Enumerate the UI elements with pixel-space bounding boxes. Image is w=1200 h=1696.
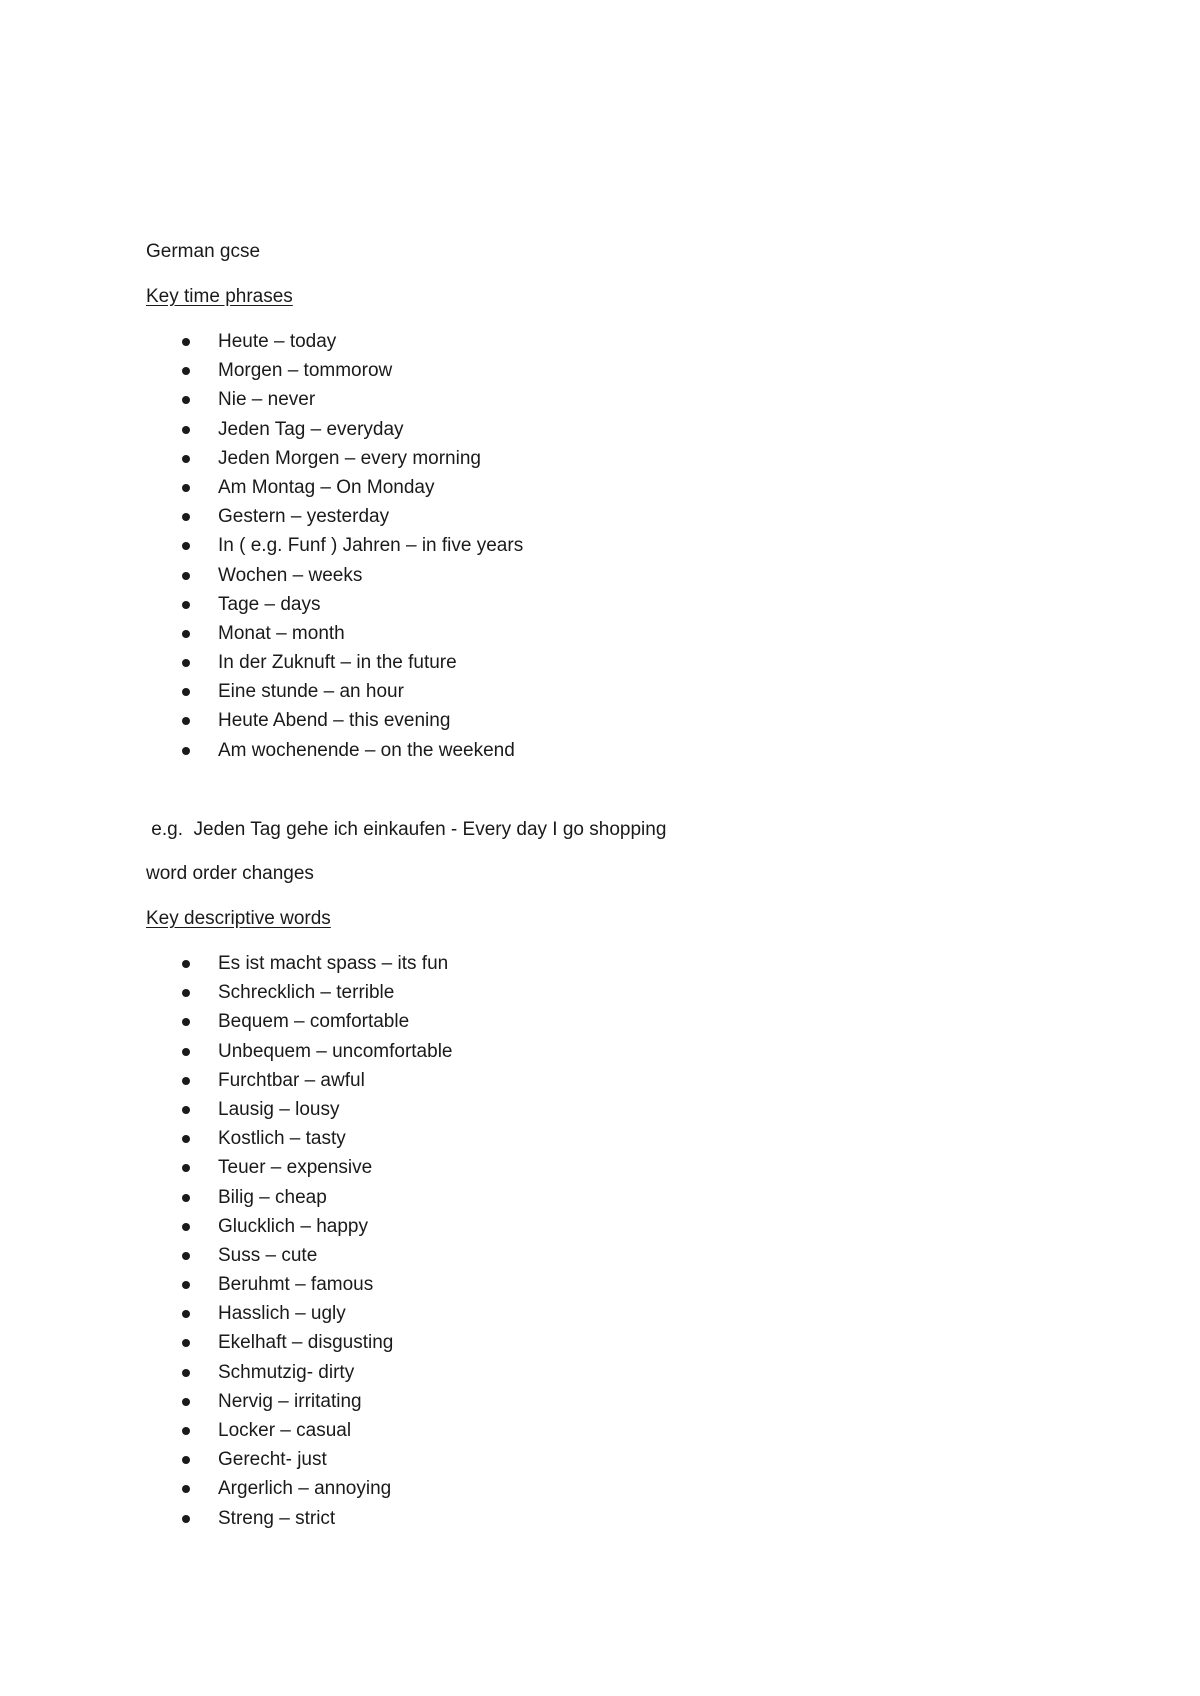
bullet-icon [182, 1194, 190, 1202]
bullet-icon [182, 989, 190, 997]
descriptive-words-heading: Key descriptive words [146, 908, 331, 929]
bullet-icon [182, 630, 190, 638]
bullet-icon [182, 396, 190, 404]
example-sentence: e.g. Jeden Tag gehe ich einkaufen - Every day I go shopping [146, 819, 667, 840]
bullet-icon [182, 1164, 190, 1172]
bullet-icon [182, 1485, 190, 1493]
document-title: German gcse [146, 241, 261, 262]
bullet-icon [182, 717, 190, 725]
bullet-icon [182, 572, 190, 580]
bullet-icon [182, 1339, 190, 1347]
bullet-icon [182, 1077, 190, 1085]
bullet-icon [182, 688, 190, 696]
bullet-icon [182, 426, 190, 434]
bullet-icon [182, 484, 190, 492]
bullet-icon [182, 542, 190, 550]
bullet-icon [182, 1223, 190, 1231]
word-order-note: word order changes [146, 863, 314, 884]
bullet-icon [182, 513, 190, 521]
bullet-icon [182, 1281, 190, 1289]
bullet-icon [182, 1106, 190, 1114]
bullet-icon [182, 1456, 190, 1464]
bullet-icon [182, 960, 190, 968]
bullet-icon [182, 1515, 190, 1523]
bullet-icon [182, 1398, 190, 1406]
bullet-icon [182, 601, 190, 609]
time-phrases-heading: Key time phrases [146, 286, 293, 307]
bullet-icon [182, 1369, 190, 1377]
bullet-icon [182, 1310, 190, 1318]
bullet-icon [182, 1135, 190, 1143]
bullet-icon [182, 1427, 190, 1435]
bullet-icon [182, 747, 190, 755]
bullet-icon [182, 455, 190, 463]
bullet-icon [182, 1252, 190, 1260]
bullet-icon [182, 1018, 190, 1026]
bullet-icon [182, 367, 190, 375]
bullet-icon [182, 659, 190, 667]
bullet-icon [182, 338, 190, 346]
document-page: German gcse Key time phrases Heute – today Morgen – tommorow Nie – never Jeden Tag – everyday Jeden Morgen – every morning Am Montag – On Monday Gestern – yesterday In ( e.g. Funf ) Jahren – in five years Wochen – weeks Tage – days Monat – month In der Zuknuft – in the future Eine stunde – an hour Heute Abend – this evening Am wochenende – on the weekend e.g. Jeden Tag gehe ich einkaufen - Every day I go shopping word order changes Key descriptive words Es ist macht spass – its fun Schrecklich – terrible Bequem – comfortable Unbequem – uncomfortable Furchtbar – awful Lausig – lousy Kostlich – tasty Teuer – expensive Bilig – cheap Glucklich – happy Suss – cute Beruhmt – famous Hasslich – ugly Ekelhaft – disgusting Schmutzig- dirty Nervig – irritating Locker – casual Gerecht- just Argerlich – annoying Streng – strict [146, 241, 667, 1529]
bullet-icon [182, 1048, 190, 1056]
